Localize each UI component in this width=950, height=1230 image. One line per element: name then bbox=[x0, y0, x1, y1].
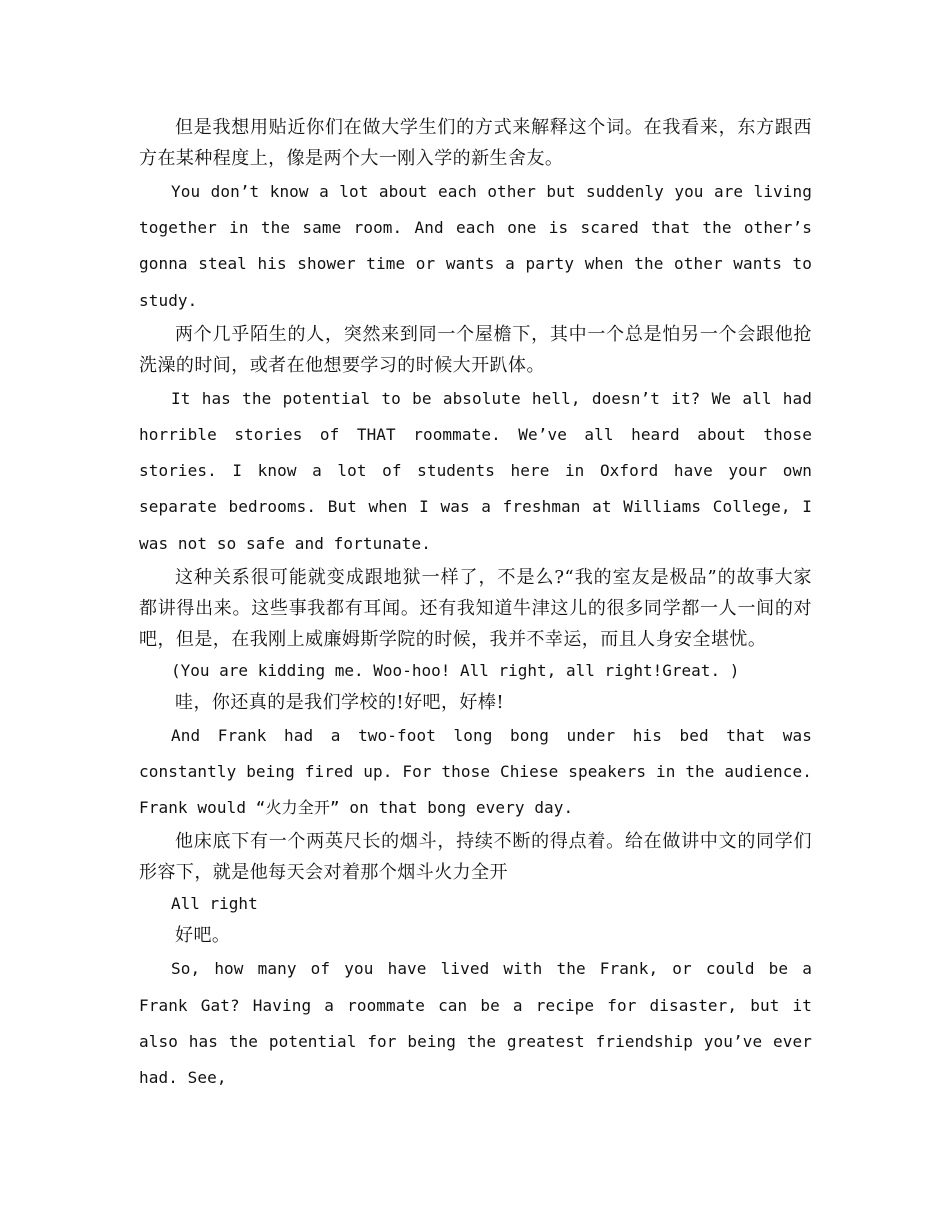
paragraph-zh-2: 两个几乎陌生的人，突然来到同一个屋檐下，其中一个总是怕另一个会跟他抢洗澡的时间，或者在他想要学习的时候大开趴体。 bbox=[139, 323, 812, 376]
paragraph-en-3: (You are kidding me. Woo-hoo! All right, all right!Great. ) bbox=[171, 660, 740, 680]
paragraph-en-2: It has the potential to be absolute hell, doesn’t it? We all had horrible stories of THAT roommate. We’ve all heard about those stories. I know a lot of students here in Oxford have your own separate bedrooms. But when I was a freshman at Williams College, I was not so safe and fortunate. bbox=[139, 388, 812, 553]
paragraph-zh-3: 这种关系很可能就变成跟地狱一样了，不是么?“我的室友是极品”的故事大家都讲得出来。这些事我都有耳闻。还有我知道牛津这儿的很多同学都一人一间的对吧，但是，在我刚上威廉姆斯学院的时候，我并不幸运，而且人身安全堪忧。 bbox=[139, 566, 812, 650]
paragraph-zh-5: 他床底下有一个两英尺长的烟斗，持续不断的得点着。给在做讲中文的同学们形容下，就是他每天会对着那个烟斗火力全开 bbox=[139, 831, 812, 884]
paragraph-en-4: And Frank had a two-foot long bong under his bed that was constantly being fired up. For those Chiese speakers in the audience. Frank would “火力全开” on that bong every day. bbox=[139, 725, 812, 818]
paragraph-en-5: All right bbox=[171, 894, 258, 914]
paragraph-zh-4: 哇，你还真的是我们学校的!好吧，好棒! bbox=[175, 691, 505, 713]
paragraph-en-1: You don’t know a lot about each other but suddenly you are living together in the same room. And each one is scared that the other’s gonna steal his shower time or wants a party when the other wants to study. bbox=[139, 182, 812, 310]
paragraph-zh-1: 但是我想用贴近你们在做大学生们的方式来解释这个词。在我看来，东方跟西方在某种程度上，像是两个大一刚入学的新生舍友。 bbox=[139, 117, 812, 169]
document-page bbox=[139, 112, 812, 1096]
paragraph-zh-6: 好吧。 bbox=[175, 925, 231, 947]
paragraph-en-6: So, how many of you have lived with the Frank, or could be a Frank Gat? Having a roommate can be a recipe for disaster, but it also has the potential for being the greatest friendship you’ve ever had. See, bbox=[139, 959, 812, 1088]
